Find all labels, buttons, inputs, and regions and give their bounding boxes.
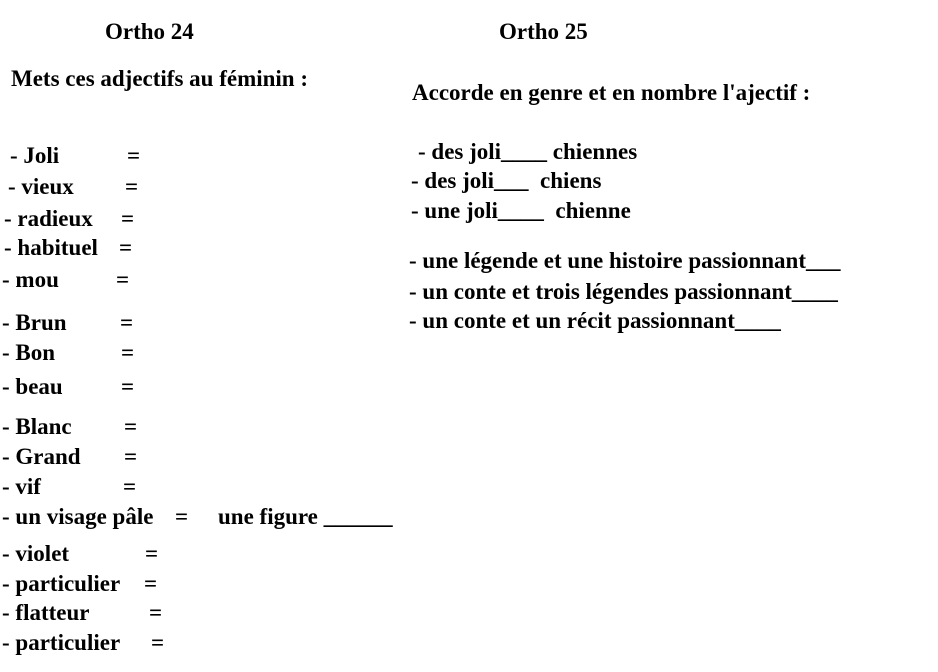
ortho24-word-grand: - Grand xyxy=(2,444,81,469)
ortho24-equals: = xyxy=(124,444,138,469)
ortho25-item: - des joli____ chiennes xyxy=(418,139,638,164)
ortho24-equals: = xyxy=(121,374,135,399)
ortho24-word-blanc: - Blanc xyxy=(2,414,72,439)
ortho24-equals: = xyxy=(123,474,137,499)
ortho24-title: Ortho 24 xyxy=(105,19,194,44)
ortho24-equals: = xyxy=(127,143,141,168)
ortho24-equals: = xyxy=(144,571,158,596)
ortho24-word-violet: - violet xyxy=(2,541,70,566)
ortho24-word-flatteur: - flatteur xyxy=(2,600,90,625)
ortho24-word-bon: - Bon xyxy=(2,340,56,365)
ortho24-word-particulier-2: - particulier xyxy=(2,630,121,655)
ortho24-equals: = xyxy=(119,235,133,260)
ortho24-word-beau: - beau xyxy=(2,374,63,399)
ortho24-word-visage-pale: - un visage pâle xyxy=(2,504,154,529)
ortho24-equals: = xyxy=(149,600,163,625)
ortho24-word-radieux: - radieux xyxy=(4,206,93,231)
ortho24-equals: = xyxy=(116,267,130,292)
ortho24-equals: = xyxy=(175,504,189,529)
ortho24-answer-blank: une figure ______ xyxy=(218,504,393,529)
ortho24-equals: = xyxy=(151,630,165,655)
ortho25-instruction: Accorde en genre et en nombre l'ajectif : xyxy=(412,80,811,105)
ortho24-word-habituel: - habituel xyxy=(4,235,98,260)
ortho24-equals: = xyxy=(125,174,139,199)
ortho24-word-vif: - vif xyxy=(2,474,41,499)
ortho24-word-joli: - Joli xyxy=(10,143,60,168)
ortho24-instruction: Mets ces adjectifs au féminin : xyxy=(11,66,309,91)
ortho24-equals: = xyxy=(121,206,135,231)
ortho25-title: Ortho 25 xyxy=(499,19,588,44)
ortho25-item: - des joli___ chiens xyxy=(411,168,602,193)
ortho24-word-brun: - Brun xyxy=(2,310,67,335)
ortho24-equals: = xyxy=(124,414,138,439)
ortho25-item: - une légende et une histoire passionnant___ xyxy=(409,248,841,273)
ortho24-equals: = xyxy=(121,340,135,365)
ortho24-equals: = xyxy=(120,310,134,335)
ortho24-equals: = xyxy=(145,541,159,566)
ortho25-item: - un conte et un récit passionnant____ xyxy=(409,308,781,333)
ortho24-word-particulier: - particulier xyxy=(2,571,121,596)
ortho25-item: - une joli____ chienne xyxy=(411,198,631,223)
ortho24-word-mou: - mou xyxy=(2,267,59,292)
ortho25-item: - un conte et trois légendes passionnant____ xyxy=(409,279,838,304)
ortho24-word-vieux: - vieux xyxy=(8,174,74,199)
